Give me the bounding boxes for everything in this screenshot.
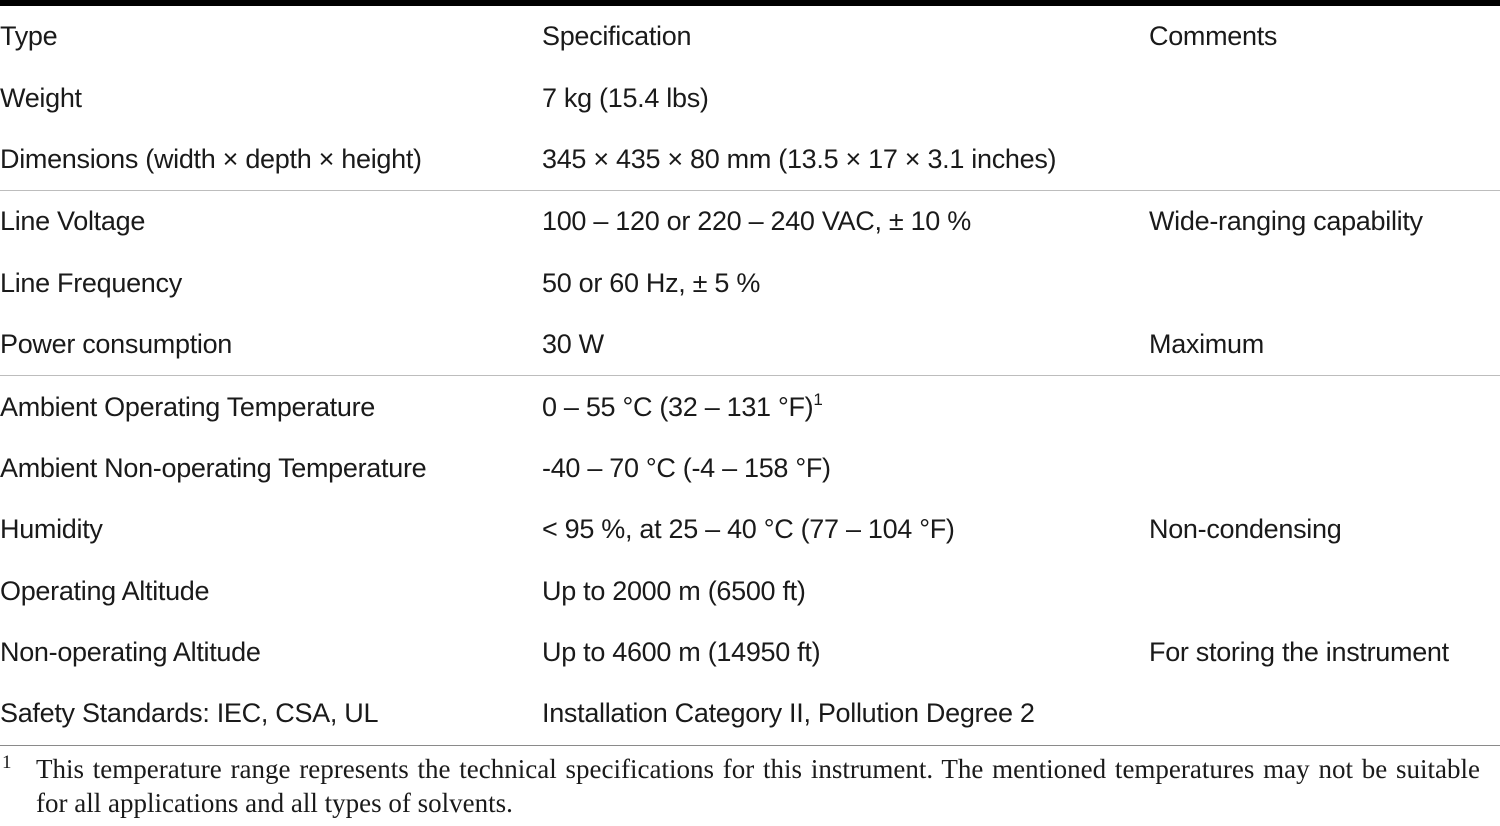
row-specification: Up to 4600 m (14950 ft) bbox=[542, 637, 821, 668]
header-type: Type bbox=[0, 21, 58, 52]
row-type: Operating Altitude bbox=[0, 575, 210, 606]
row-comments bbox=[1149, 561, 1500, 622]
header-specification: Specification bbox=[542, 21, 692, 52]
row-type: Ambient Non-operating Temperature bbox=[0, 452, 427, 483]
row-specification: -40 – 70 °C (-4 – 158 °F) bbox=[542, 452, 831, 483]
table-row bbox=[0, 376, 1500, 438]
row-comments: Non-condensing bbox=[1149, 514, 1342, 545]
table-header-row bbox=[0, 6, 1500, 67]
row-comments bbox=[1149, 376, 1500, 438]
row-type: Line Voltage bbox=[0, 191, 542, 253]
row-specification: 100 – 120 or 220 – 240 VAC, ± 10 % bbox=[542, 191, 1149, 253]
table-row bbox=[0, 67, 1500, 128]
row-type: Dimensions (width × depth × height) bbox=[0, 143, 422, 174]
row-comments: For storing the instrument bbox=[1149, 637, 1449, 668]
row-comments: Maximum bbox=[1149, 329, 1264, 360]
table-row bbox=[0, 253, 1500, 314]
table-row bbox=[0, 191, 1500, 253]
row-specification-cell bbox=[542, 376, 1149, 438]
footnote-text: This temperature range represents the technical specifications for this instrument. The mentioned temperatures may not be suitable for all applications and all types of solvents. bbox=[36, 754, 1480, 818]
footnote bbox=[0, 752, 1480, 820]
row-specification: 30 W bbox=[542, 329, 604, 360]
table-row bbox=[0, 683, 1500, 745]
specifications-table bbox=[0, 6, 1500, 746]
row-specification: Up to 2000 m (6500 ft) bbox=[542, 575, 806, 606]
row-type: Non-operating Altitude bbox=[0, 637, 261, 668]
row-comments bbox=[1149, 683, 1500, 745]
row-type: Line Frequency bbox=[0, 267, 182, 298]
row-specification: Installation Category II, Pollution Degree 2 bbox=[542, 683, 1149, 745]
row-type: Power consumption bbox=[0, 329, 233, 360]
table-row bbox=[0, 622, 1500, 683]
row-comments bbox=[1149, 67, 1500, 128]
row-comments bbox=[1149, 253, 1500, 314]
header-comments: Comments bbox=[1149, 21, 1278, 52]
table-row bbox=[0, 561, 1500, 622]
row-type: Weight bbox=[0, 82, 82, 113]
row-comments bbox=[1149, 438, 1500, 499]
row-specification: 345 × 435 × 80 mm (13.5 × 17 × 3.1 inches) bbox=[542, 143, 1057, 174]
row-comments: Wide-ranging capability bbox=[1149, 191, 1500, 253]
table-row bbox=[0, 438, 1500, 499]
footnote-reference: 1 bbox=[813, 389, 823, 409]
row-comments bbox=[1149, 129, 1500, 191]
row-specification: 50 or 60 Hz, ± 5 % bbox=[542, 267, 761, 298]
row-type: Safety Standards: IEC, CSA, UL bbox=[0, 683, 542, 745]
table-row bbox=[0, 129, 1500, 191]
table-row bbox=[0, 314, 1500, 376]
table-row bbox=[0, 499, 1500, 560]
row-specification: 7 kg (15.4 lbs) bbox=[542, 82, 709, 113]
row-type: Humidity bbox=[0, 514, 103, 545]
footnote-marker: 1 bbox=[2, 752, 12, 773]
row-specification: < 95 %, at 25 – 40 °C (77 – 104 °F) bbox=[542, 514, 955, 545]
row-specification: 0 – 55 °C (32 – 131 °F) bbox=[542, 391, 814, 422]
row-type: Ambient Operating Temperature bbox=[0, 376, 542, 438]
